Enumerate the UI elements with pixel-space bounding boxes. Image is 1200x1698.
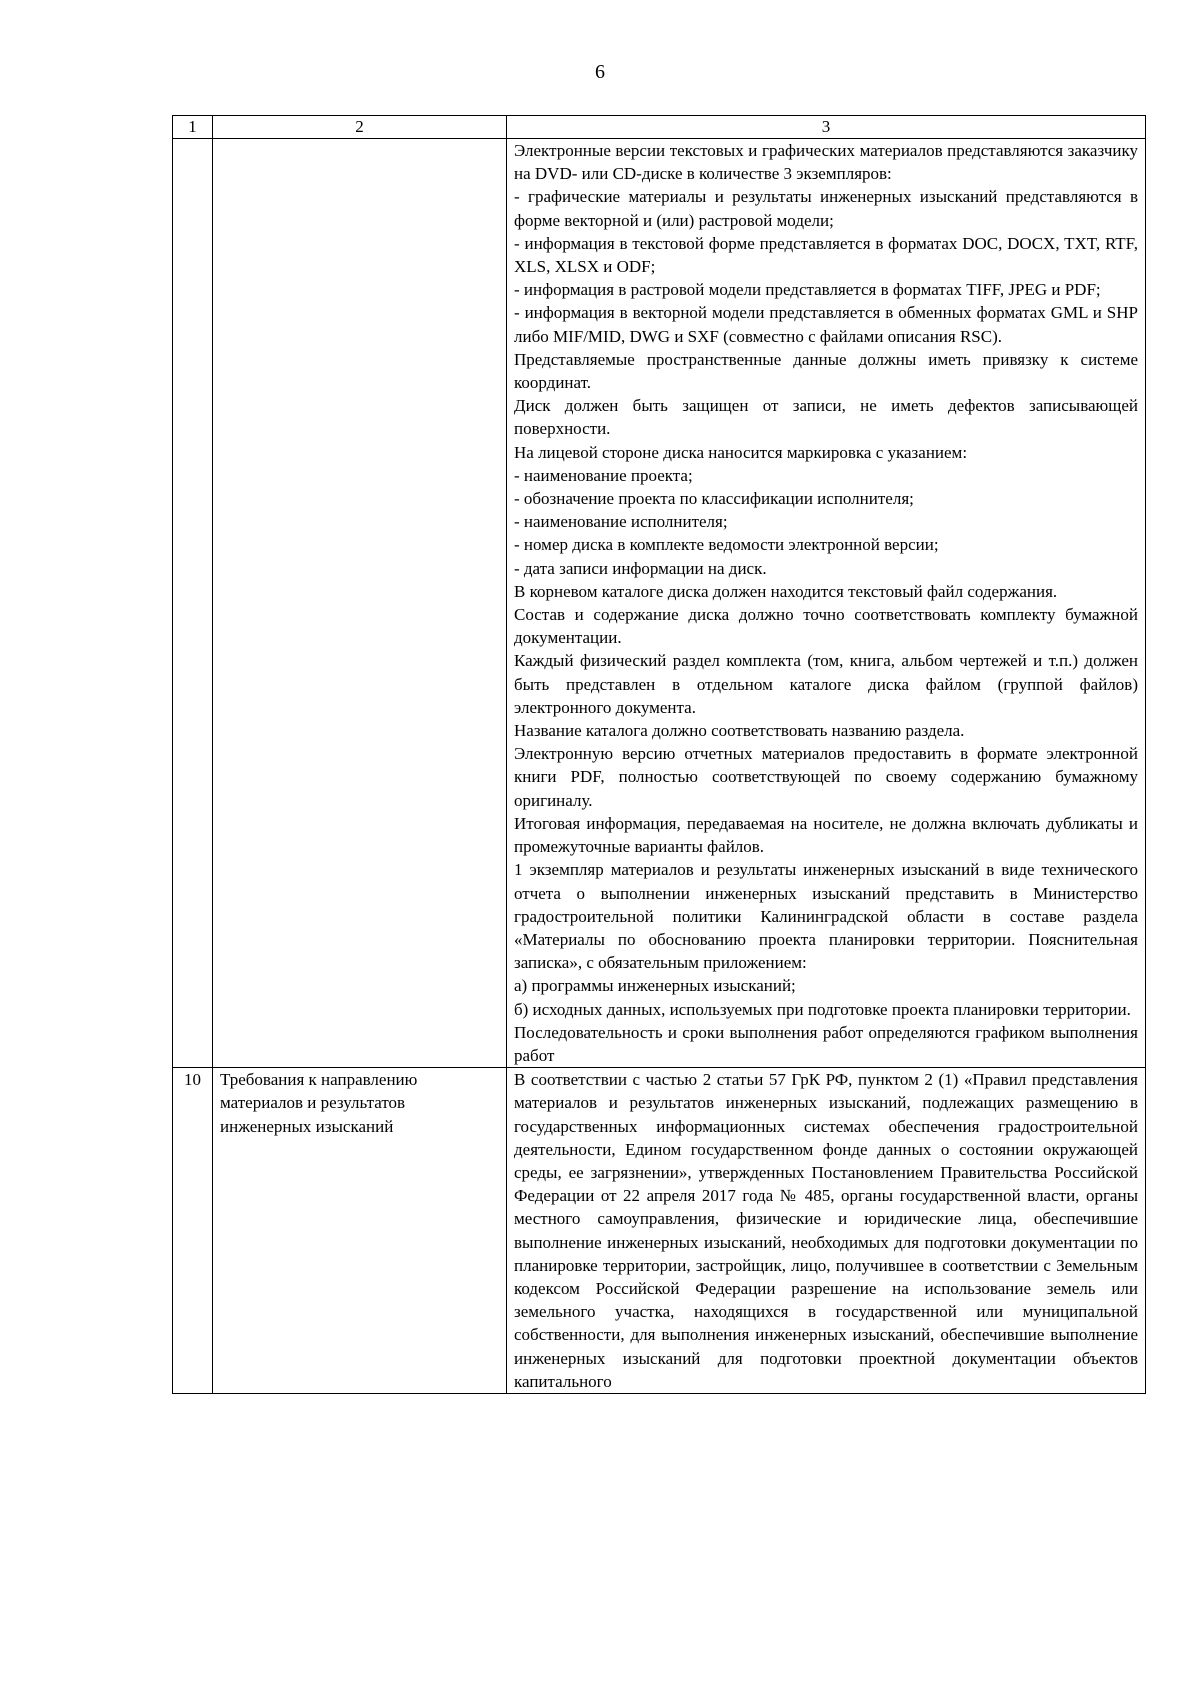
paragraph: Диск должен быть защищен от записи, не иметь дефектов записывающей поверхности. — [514, 396, 1138, 439]
header-col-3: 3 — [507, 116, 1146, 139]
requirements-table — [172, 115, 1146, 1394]
paragraph: Последовательность и сроки выполнения работ определяются графиком выполнения работ — [514, 1022, 1138, 1065]
paragraph: Название каталога должно соответствовать названию раздела. — [514, 721, 965, 741]
paragraph: б) исходных данных, используемых при подготовке проекта планировки территории. — [514, 999, 1131, 1019]
table-header-row — [173, 116, 1146, 139]
paragraph: - номер диска в комплекте ведомости электронной версии; — [514, 535, 939, 555]
row-name-cell — [213, 139, 507, 1068]
paragraph: - наименование исполнителя; — [514, 512, 728, 532]
paragraph: - графические материалы и результаты инженерных изысканий представляются в форме векторной и (или) растровой модели; — [514, 187, 1138, 230]
paragraph: - наименование проекта; — [514, 465, 693, 485]
table-row-10 — [173, 1068, 1146, 1394]
paragraph: - информация в текстовой форме представляется в форматах DOC, DOCX, TXT, RTF, XLS, XLSX и ODF; — [514, 233, 1138, 277]
row-text-cell — [507, 1068, 1146, 1394]
page-number: 6 — [595, 61, 605, 83]
row-text-cell — [507, 139, 1146, 1068]
header-col-2: 2 — [213, 116, 507, 139]
paragraph: Представляемые пространственные данные должны иметь привязку к системе координат. — [514, 349, 1138, 393]
paragraph: - обозначение проекта по классификации исполнителя; — [514, 489, 914, 509]
paragraph: На лицевой стороне диска наносится маркировка с указанием: — [514, 442, 968, 462]
paragraph: - информация в векторной модели представляется в обменных форматах GML и SHP либо MIF/MID, DWG и SXF (совместно с файлами описания RSC). — [514, 303, 1138, 346]
paragraph: - дата записи информации на диск. — [514, 558, 767, 578]
paragraph: Итоговая информация, передаваемая на носителе, не должна включать дубликаты и промежуточные варианты файлов. — [514, 813, 1138, 857]
paragraph: В соответствии с частью 2 статьи 57 ГрК РФ, пунктом 2 (1) «Правил представления материалов и результатов инженерных изысканий, подлежащих размещению в государственных информационных системах обеспечения градостроительной деятельности, Едином государственном фонде данных о состоянии окружающей среды, ее загрязнении», утвержденных Постановлением Правительства Российской Федерации от 22 апреля 2017 года № 485, органы государственной власти, органы местного самоуправления, физические и юридические лица, обеспечившие выполнение инженерных изысканий, необходимых для подготовки документации по планировке территории, застройщик, лицо, получившее в соответствии с Земельным кодексом Российской Федерации разрешение на использование земель или земельного участка, находящихся в государственной или муниципальной собственности, для выполнения инженерных изысканий, обеспечившие выполнение инженерных изысканий для подготовки проектной документации объектов капитального — [514, 1070, 1138, 1391]
paragraph: В корневом каталоге диска должен находится текстовый файл содержания. — [514, 581, 1058, 601]
row-name-cell: Требования к направлению материалов и результатов инженерных изысканий — [213, 1068, 507, 1394]
paragraph: - информация в растровой модели представляется в форматах TIFF, JPEG и PDF; — [514, 280, 1101, 300]
paragraph: Каждый физический раздел комплекта (том, книга, альбом чертежей и т.п.) должен быть представлен в отдельном каталоге диска файлом (группой файлов) электронного документа. — [514, 651, 1138, 717]
table-row-continued — [173, 139, 1146, 1068]
header-col-1: 1 — [173, 116, 213, 139]
paragraph: Электронную версию отчетных материалов предоставить в формате электронной книги PDF, полностью соответствующей по своему содержанию бумажному оригиналу. — [514, 744, 1138, 810]
row-number-cell: 10 — [173, 1068, 213, 1394]
paragraph: Электронные версии текстовых и графических материалов представляются заказчику на DVD- или CD-диске в количестве 3 экземпляров: — [514, 141, 1138, 184]
paragraph: а) программы инженерных изысканий; — [514, 976, 796, 996]
row-number-cell — [173, 139, 213, 1068]
paragraph: 1 экземпляр материалов и результаты инженерных изысканий в виде технического отчета о выполнении инженерных изысканий представить в Министерство градостроительной политики Калининградской области в составе раздела «Материалы по обоснованию проекта планировки территории. Пояснительная записка», с обязательным приложением: — [514, 860, 1138, 973]
paragraph: Состав и содержание диска должно точно соответствовать комплекту бумажной документации. — [514, 605, 1138, 648]
